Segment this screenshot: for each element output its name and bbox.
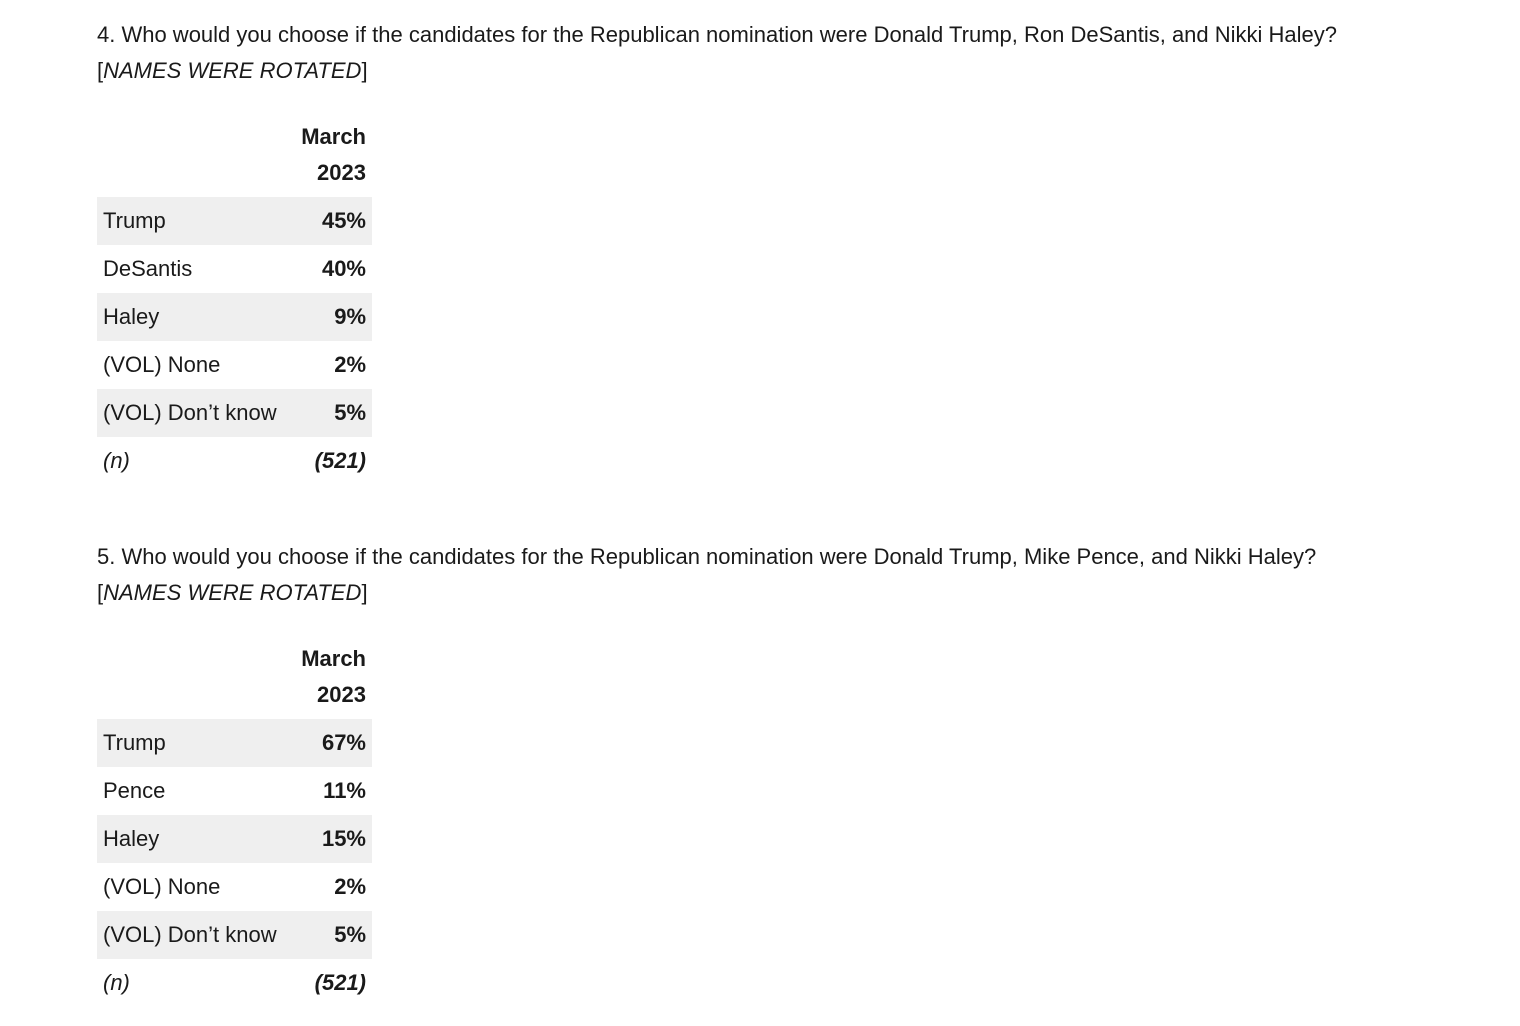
results-table	[97, 641, 372, 1007]
row-label: Trump	[97, 719, 293, 767]
table-row	[97, 911, 372, 959]
row-value: (521)	[314, 448, 366, 473]
row-label: (n)	[103, 970, 130, 995]
table-row	[97, 863, 372, 911]
note-bracket-open: [	[97, 580, 104, 605]
header-blank	[97, 119, 293, 197]
row-label: Haley	[97, 293, 293, 341]
column-header-month: March	[301, 124, 366, 149]
table-row	[97, 815, 372, 863]
header-row	[97, 641, 372, 719]
row-label: (n)	[103, 448, 130, 473]
column-header-year: 2023	[317, 160, 366, 185]
header-blank	[97, 641, 293, 719]
question-text: 4. Who would you choose if the candidates for the Republican nomination were Donald Trump, Ron DeSantis, and Nikki Haley?	[97, 22, 1338, 47]
row-value: 67%	[293, 719, 372, 767]
row-label: (VOL) None	[103, 352, 221, 377]
row-value: 11%	[323, 778, 366, 803]
row-label: (VOL) Don’t know	[97, 389, 293, 437]
note-text: NAMES WERE ROTATED	[103, 580, 362, 605]
row-label: Pence	[103, 778, 166, 803]
note-bracket-close: ]	[361, 58, 368, 83]
table-row	[97, 719, 372, 767]
column-header-year: 2023	[317, 682, 366, 707]
row-value: 15%	[293, 815, 372, 863]
row-value: 45%	[293, 197, 372, 245]
question-text: 5. Who would you choose if the candidates for the Republican nomination were Donald Trump, Mike Pence, and Nikki Haley?	[97, 544, 1317, 569]
row-value: 40%	[321, 256, 366, 281]
table-row	[97, 245, 372, 293]
row-value: 2%	[334, 874, 366, 899]
row-label: Haley	[97, 815, 293, 863]
column-header	[293, 119, 372, 197]
table-row	[97, 293, 372, 341]
table-row	[97, 197, 372, 245]
question-note	[97, 575, 1477, 611]
column-header-month: March	[301, 646, 366, 671]
row-label: Trump	[97, 197, 293, 245]
row-value: 5%	[293, 911, 372, 959]
sample-size-row	[97, 437, 372, 485]
question-note	[97, 53, 1477, 89]
row-label: DeSantis	[103, 256, 193, 281]
row-label: (VOL) Don’t know	[97, 911, 293, 959]
note-bracket-open: [	[97, 58, 104, 83]
header-row	[97, 119, 372, 197]
note-text: NAMES WERE ROTATED	[103, 58, 362, 83]
question-4	[97, 17, 1477, 485]
row-value: (521)	[314, 970, 366, 995]
row-value: 9%	[293, 293, 372, 341]
question-5	[97, 539, 1477, 1007]
sample-size-row	[97, 959, 372, 1007]
table-row	[97, 767, 372, 815]
column-header	[293, 641, 372, 719]
table-row	[97, 389, 372, 437]
row-value: 2%	[334, 352, 366, 377]
row-value: 5%	[293, 389, 372, 437]
row-label: (VOL) None	[103, 874, 221, 899]
table-row	[97, 341, 372, 389]
results-table	[97, 119, 372, 485]
note-bracket-close: ]	[361, 580, 368, 605]
